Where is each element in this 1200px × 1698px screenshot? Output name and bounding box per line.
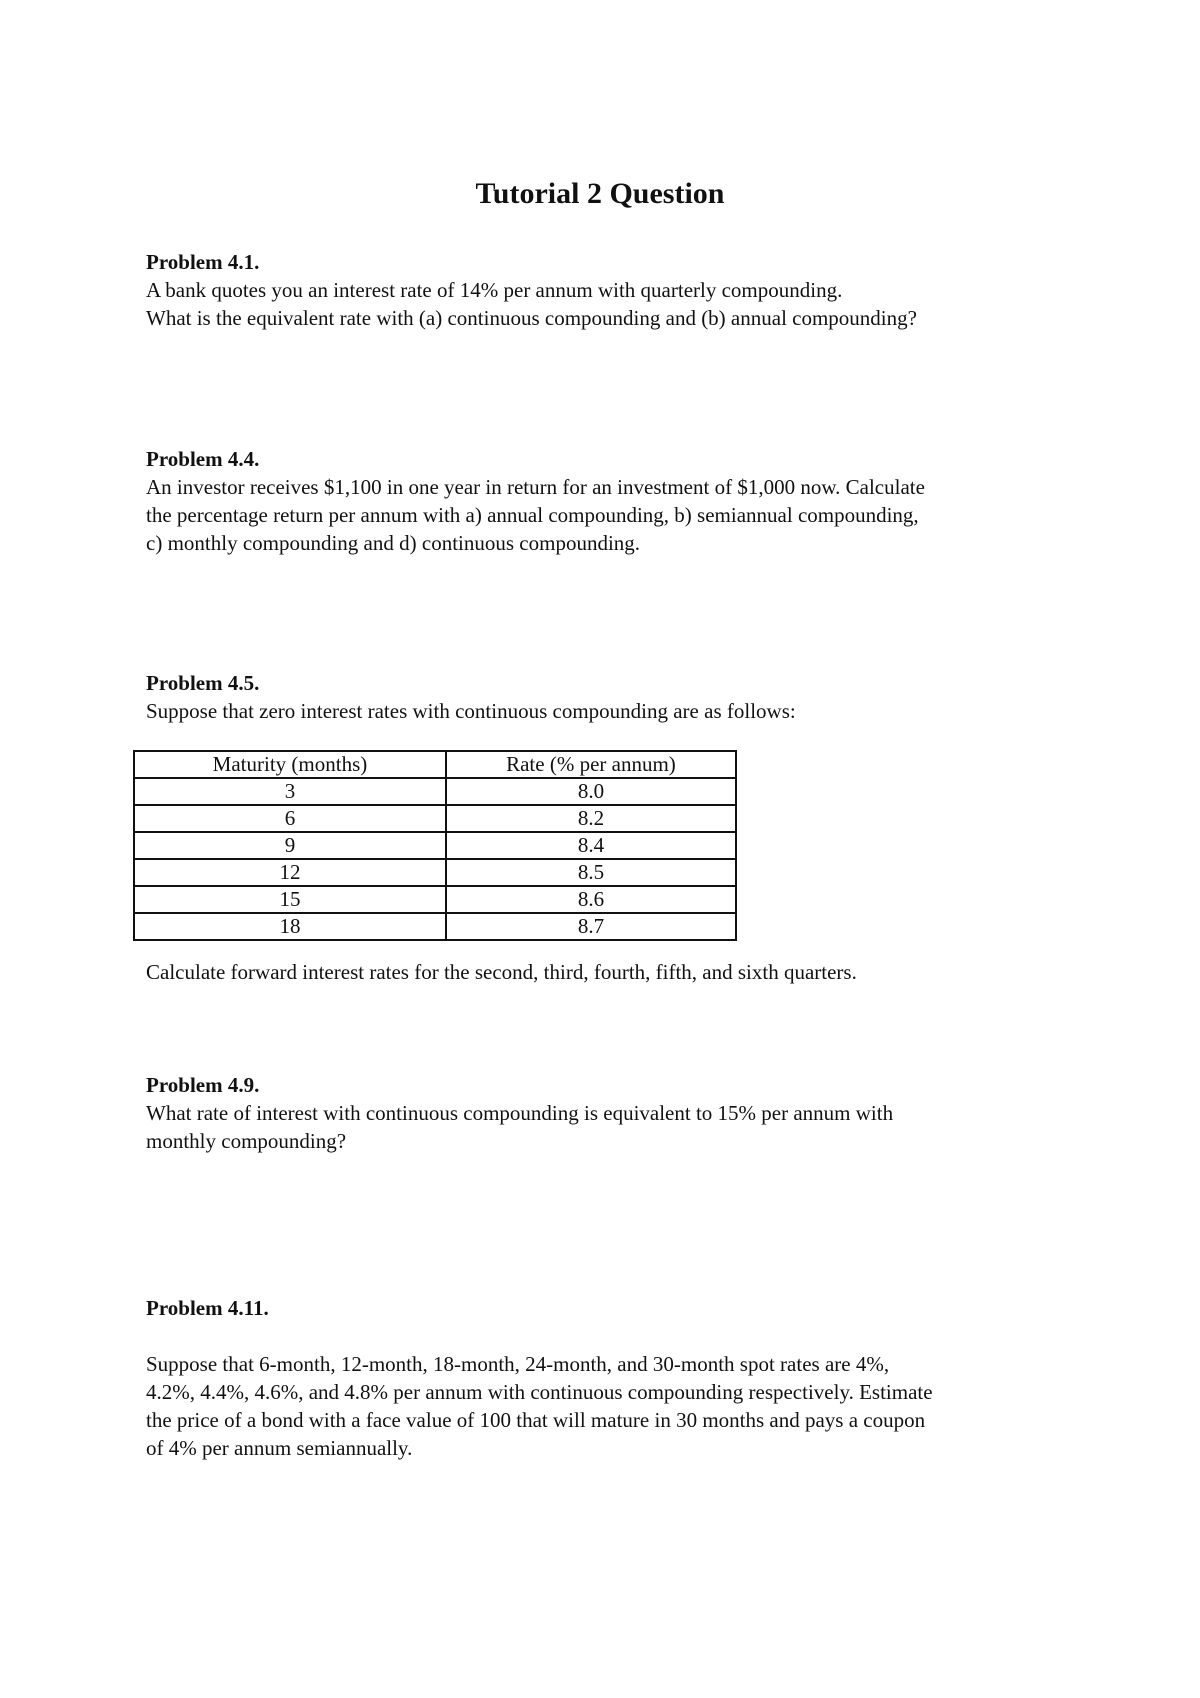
blank-line [146,1322,1086,1350]
problem-4-9 [146,1071,1086,1155]
page-title: Tutorial 2 Question [475,177,725,210]
table-row [134,886,736,913]
problem-4-5-question: Calculate forward interest rates for the second, third, fourth, fifth, and sixth quarters. [146,960,857,984]
problem-text-line: the percentage return per annum with a) annual compounding, b) semiannual compounding, [146,503,919,527]
problem-heading: Problem 4.11. [146,1296,269,1320]
problem-text-line: the price of a bond with a face value of 100 that will mature in 30 months and pays a coupon [146,1408,926,1432]
problem-text-line: of 4% per annum semiannually. [146,1436,413,1460]
problem-heading: Problem 4.1. [146,250,260,274]
problem-text-line: A bank quotes you an interest rate of 14% per annum with quarterly compounding. [146,278,843,302]
table-cell-maturity: 9 [134,832,446,859]
table-cell-rate: 8.2 [446,805,736,832]
table-cell-rate: 8.4 [446,832,736,859]
table-header-row [134,751,736,778]
problem-text-line: c) monthly compounding and d) continuous compounding. [146,531,641,555]
problem-4-1 [146,248,1086,332]
problem-text-line: What rate of interest with continuous compounding is equivalent to 15% per annum with [146,1101,894,1125]
table-header-maturity: Maturity (months) [134,751,446,778]
table-row [134,832,736,859]
problem-4-4 [146,445,1086,557]
table-cell-maturity: 3 [134,778,446,805]
table-cell-maturity: 12 [134,859,446,886]
problem-heading: Problem 4.4. [146,447,260,471]
table-cell-maturity: 18 [134,913,446,940]
table-cell-rate: 8.6 [446,886,736,913]
problem-text-line: 4.2%, 4.4%, 4.6%, and 4.8% per annum with continuous compounding respectively. Estimate [146,1380,933,1404]
problem-4-11 [146,1294,1086,1462]
problem-heading: Problem 4.9. [146,1073,260,1097]
problem-4-5 [146,669,1086,725]
problem-text-line: An investor receives $1,100 in one year in return for an investment of $1,000 now. Calculate [146,475,925,499]
table-cell-maturity: 15 [134,886,446,913]
problem-text-line: monthly compounding? [146,1129,347,1153]
problem-text-line: Suppose that 6-month, 12-month, 18-month, 24-month, and 30-month spot rates are 4%, [146,1352,890,1376]
problem-text-line: What is the equivalent rate with (a) continuous compounding and (b) annual compounding? [146,306,917,330]
table-cell-maturity: 6 [134,805,446,832]
problem-heading: Problem 4.5. [146,671,260,695]
table-header-rate: Rate (% per annum) [446,751,736,778]
table-cell-rate: 8.7 [446,913,736,940]
table-row [134,913,736,940]
zero-rates-table [133,750,737,941]
table-row [134,805,736,832]
table-row [134,778,736,805]
table-cell-rate: 8.5 [446,859,736,886]
problem-text-line: Suppose that zero interest rates with continuous compounding are as follows: [146,699,796,723]
table-cell-rate: 8.0 [446,778,736,805]
table-row [134,859,736,886]
